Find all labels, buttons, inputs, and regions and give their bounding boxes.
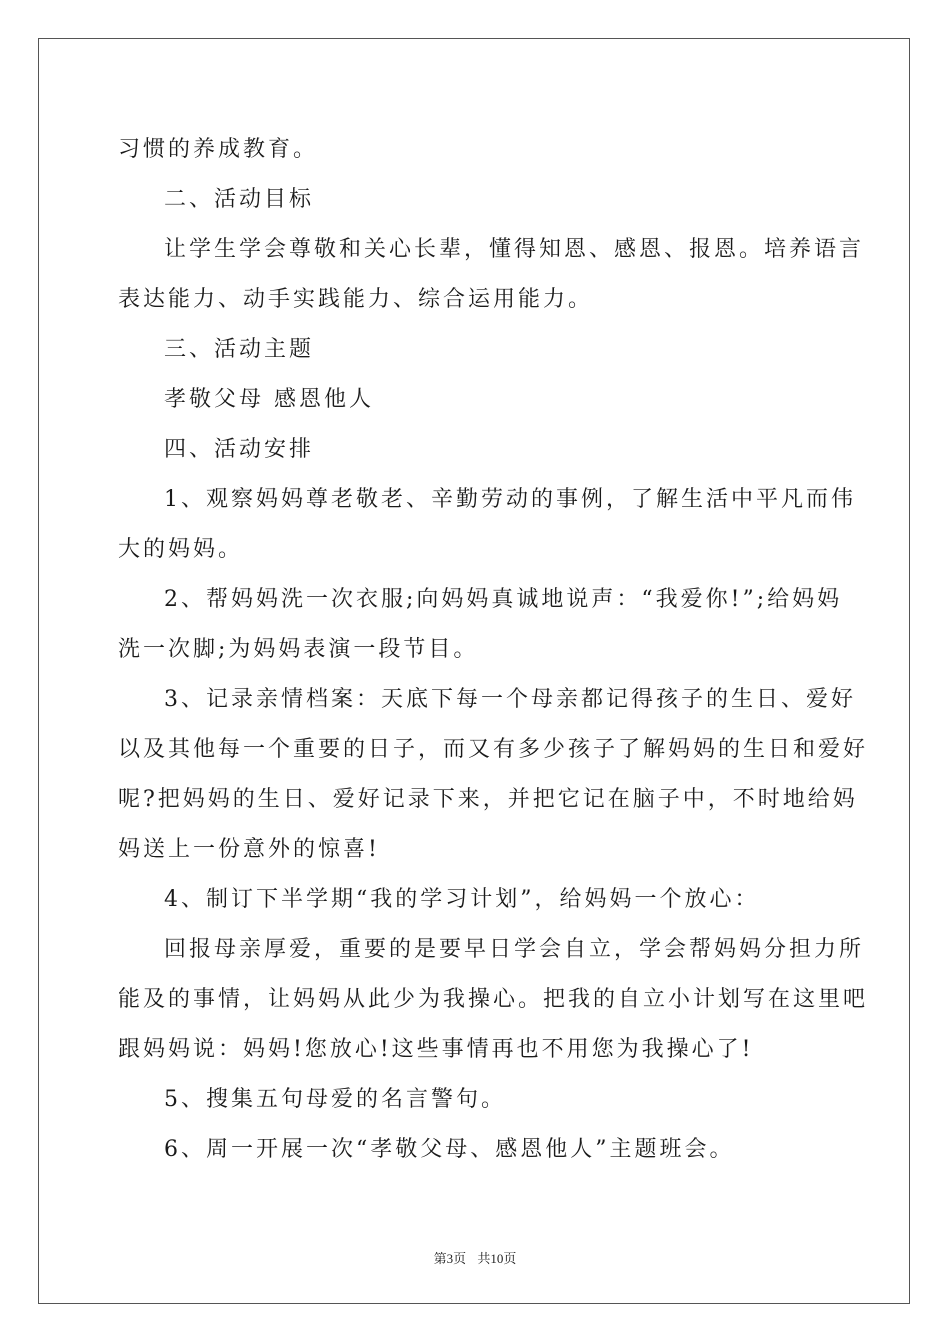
theme-text: 孝敬父母 感恩他人 (164, 387, 374, 412)
text-line: 大的妈妈。 (118, 537, 244, 562)
list-item-2: 2、帮妈妈洗一次衣服;向妈妈真诚地说声：“我爱你!”;给妈妈 (164, 587, 843, 612)
section-heading-theme: 三、活动主题 (164, 337, 315, 362)
list-item-4: 4、制订下半学期“我的学习计划”，给妈妈一个放心： (164, 887, 760, 912)
text-line: 跟妈妈说：妈妈!您放心!这些事情再也不用您为我操心了! (118, 1037, 754, 1062)
total-pages: 共10页 (477, 1251, 517, 1266)
text-line: 表达能力、动手实践能力、综合运用能力。 (118, 287, 594, 312)
text-line: 妈送上一份意外的惊喜! (118, 837, 380, 862)
section-heading-goals: 二、活动目标 (164, 187, 315, 212)
page-footer (0, 1248, 950, 1267)
text-line: 能及的事情，让妈妈从此少为我操心。把我的自立小计划写在这里吧 (118, 987, 869, 1012)
list-item-1: 1、观察妈妈尊老敬老、辛勤劳动的事例，了解生活中平凡而伟 (164, 487, 856, 512)
text-line: 让学生学会尊敬和关心长辈，懂得知恩、感恩、报恩。培养语言 (164, 237, 865, 262)
text-line: 呢?把妈妈的生日、爱好记录下来，并把它记在脑子中，不时地给妈 (118, 787, 858, 812)
text-line: 以及其他每一个重要的日子，而又有多少孩子了解妈妈的生日和爱好 (118, 737, 869, 762)
list-item-3: 3、记录亲情档案：天底下每一个母亲都记得孩子的生日、爱好 (164, 687, 856, 712)
text-line: 回报母亲厚爱，重要的是要早日学会自立，学会帮妈妈分担力所 (164, 937, 865, 962)
text-line: 洗一次脚;为妈妈表演一段节目。 (118, 637, 479, 662)
list-item-6: 6、周一开展一次“孝敬父母、感恩他人”主题班会。 (164, 1137, 735, 1162)
page-number: 第3页 (433, 1251, 467, 1266)
page-border (38, 38, 910, 1304)
list-item-5: 5、搜集五句母爱的名言警句。 (164, 1087, 506, 1112)
section-heading-arrangement: 四、活动安排 (164, 437, 315, 462)
text-line: 习惯的养成教育。 (118, 137, 319, 162)
